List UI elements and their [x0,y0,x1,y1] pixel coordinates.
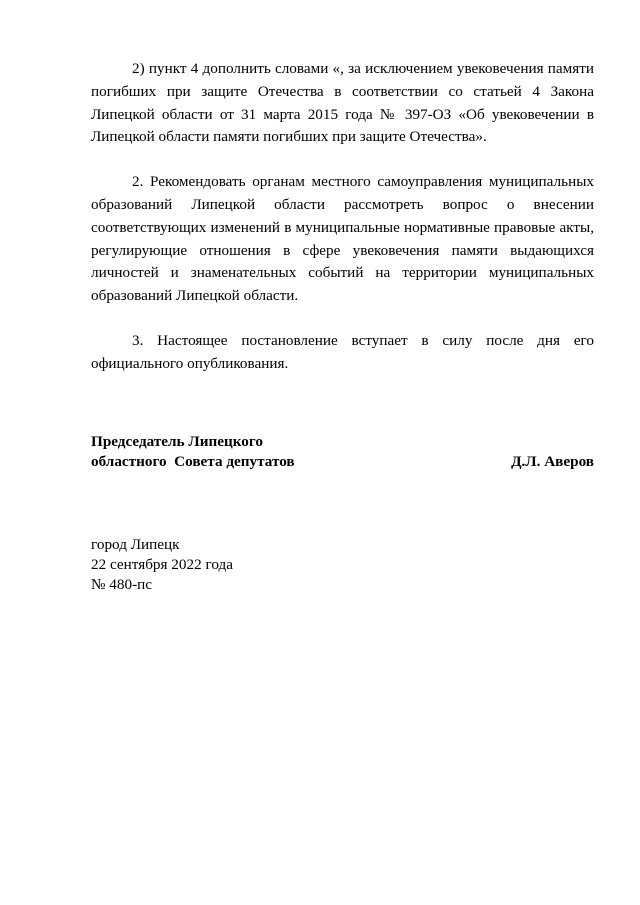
document-page [91,58,594,595]
signature-row [91,452,594,472]
signatory-title-line1: Председатель Липецкого [91,432,263,450]
footer-number: № 480-пс [91,575,152,593]
signatory-name: Д.Л. Аверов [511,452,594,470]
paragraph-amendment-point-4: 2) пункт 4 дополнить словами «, за исключением увековечения памяти погибших при защите Отечества в соответствии со статьей 4 Закона Липецкой области от 31 марта 2015 года № 397-ОЗ «Об увековечении в Липецкой области памяти погибших при защите Отечества». [91,60,594,146]
footer-city: город Липецк [91,535,180,553]
document-footer [91,535,594,595]
paragraph-entry-into-force: 3. Настоящее постановление вступает в силу после дня его официального опубликования. [91,331,594,372]
signature-block [91,432,594,472]
paragraph-recommendation: 2. Рекомендовать органам местного самоуправления муниципальных образований Липецкой области рассмотреть вопрос о внесении соответствующих изменений в муниципальные нормативные правовые акты, регулирующие отношения в сфере увековечения памяти выдающихся личностей и знаменательных событий на территории муниципальных образований Липецкой области. [91,173,594,305]
footer-date: 22 сентября 2022 года [91,555,233,573]
signatory-title-line2: областного Совета депутатов [91,452,295,470]
